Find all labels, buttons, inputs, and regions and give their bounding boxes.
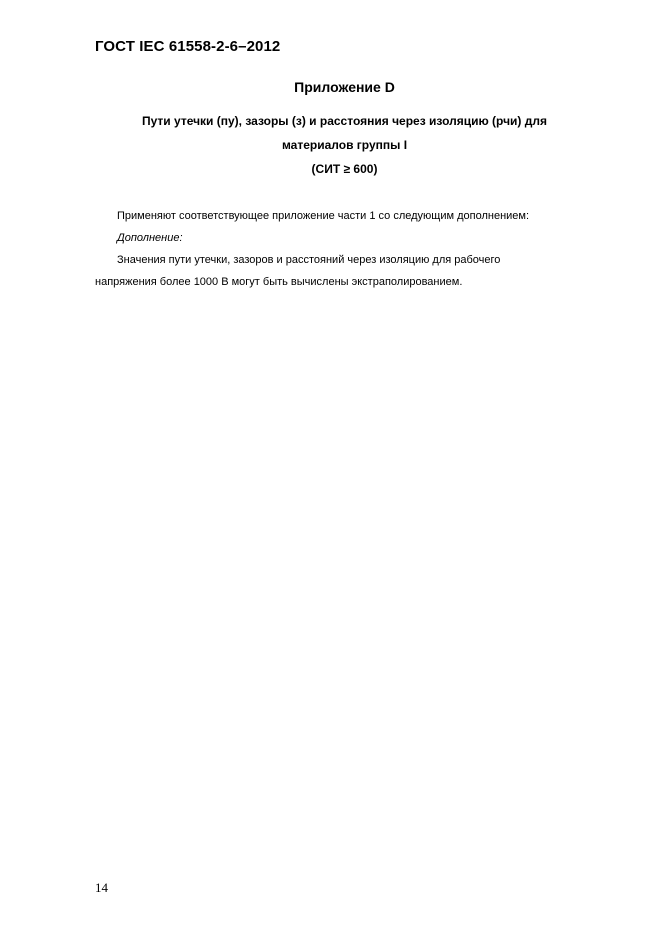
body-paragraph-2-line-2: напряжения более 1000 В могут быть вычислены экстраполированием. xyxy=(95,276,463,288)
addition-label: Дополнение: xyxy=(117,232,183,244)
annex-heading-line-1: Пути утечки (пу), зазоры (з) и расстояния через изоляцию (рчи) для xyxy=(141,114,548,128)
annex-heading-line-2: материалов группы I xyxy=(281,138,408,152)
page-number: 14 xyxy=(95,880,108,895)
annex-title: Приложение D xyxy=(294,79,395,95)
annex-heading-line-3: (СИТ ≥ 600) xyxy=(311,162,378,176)
body-paragraph-2-line-1: Значения пути утечки, зазоров и расстояний через изоляцию для рабочего xyxy=(117,254,501,266)
body-paragraph-1: Применяют соответствующее приложение части 1 со следующим дополнением: xyxy=(117,210,530,222)
standard-code-header: ГОСТ IEC 61558-2-6–2012 xyxy=(95,38,281,55)
